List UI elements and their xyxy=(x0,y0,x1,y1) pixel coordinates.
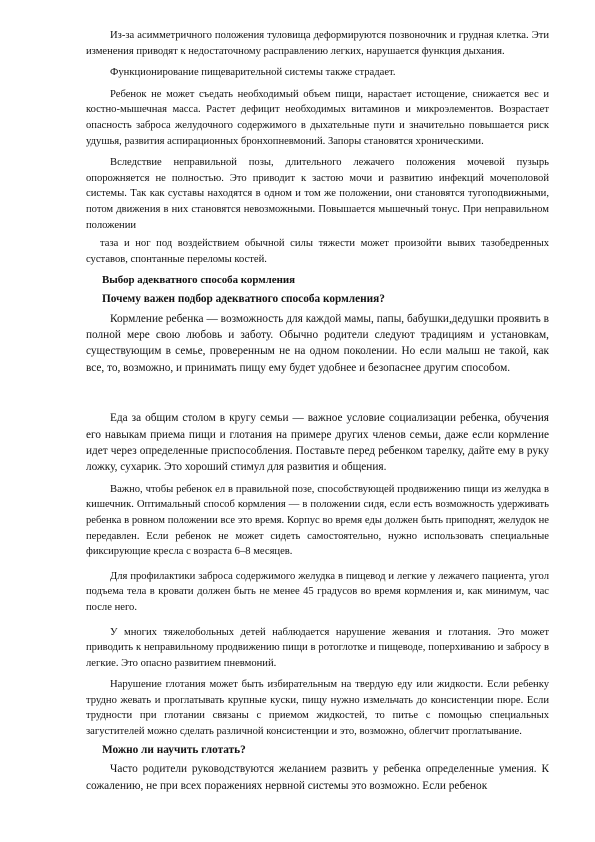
paragraph-deformation: Из-за асимметричного положения туловища деформируются позвоночник и грудная клетка. Эти изменения приводят к недостаточному расправлению легких, нарушается функция дыхания. xyxy=(86,30,549,57)
paragraph-parents-skills: Часто родители руководствуются желанием развить у ребенка определенные умения. К сожалению, не при всех поражениях нервной системы это возможно. Если ребенок xyxy=(86,763,549,792)
paragraph-selective-swallowing: Нарушение глотания может быть избирательным на твердую еду или жидкости. Если ребенку трудно жевать и проглатывать крупные куски, пищу нужно измельчать до консистенции пюре. Если трудности при глотании связаны с приемом жидкостей, то питье с помощью специальных загустителей можно сделать различной консистенции и это, возможно, облегчит проглатывание. xyxy=(86,679,549,738)
paragraph-family-table: Еда за общим столом в кругу семьи — важное условие социализации ребенка, обучения его навыкам приема пищи и глотания на примере других членов семьи, даже если кормление идет через определенные приспособления. Поставьте перед ребенком тарелку, дайте ему в руку ложку, сухарик. Это хороший стимул для развития и общения. xyxy=(86,412,549,474)
heading-learn-swallow: Можно ли научить глотать? xyxy=(102,743,246,756)
paragraph-prevention: Для профилактики заброса содержимого желудка в пищевод и легкие у лежачего пациента, угол подъема тела в кровати должен быть не менее 45 градусов во время кормления и, как минимум, час после него. xyxy=(86,570,549,613)
paragraph-nutrition: Ребенок не может съедать необходимый объем пищи, нарастает истощение, снижается вес и костно-мышечная масса. Растет дефицит необходимых витаминов и микроэлементов. Возрастает опасность заброса желудочного содержимого в дыхательные пути и значительно повышается риск удушья, развития аспирационных бронхопневмоний. Запоры становятся хроническими. xyxy=(86,88,549,147)
paragraph-swallowing-disorder: У многих тяжелобольных детей наблюдается нарушение жевания и глотания. Это может приводить к неправильному продвижению пищи в ротоглотке и пищеводе, поперхиванию и забросу в легкие. Это опасно развитием пневмоний. xyxy=(86,626,549,669)
paragraph-bladder: Вследствие неправильной позы, длительного лежачего положения мочевой пузырь опорожняется не полностью. Это приводит к застою мочи и развитию инфекций мочеполовой системы. Так как суставы находятся в одном и том же положении, они становятся тугоподвижными, потом движения в них становятся невозможными. Повышается мышечный тонус. При неправильном положении xyxy=(86,157,549,231)
heading-feeding-method: Выбор адекватного способа кормления xyxy=(102,274,296,287)
paragraph-pelvis: таза и ног под воздействием обычной силы тяжести может произойти вывих тазобедренных суставов, спонтанные переломы костей. xyxy=(86,238,549,265)
paragraph-digestion: Функционирование пищеварительной системы также страдает. xyxy=(110,67,396,79)
paragraph-posture: Важно, чтобы ребенок ел в правильной позе, способствующей продвижению пищи из желудка в кишечник. Оптимальный способ кормления — в положении сидя, если есть возможность удерживать ребенка в ровном положении все это время. Корпус во время еды должен быть приподнят, желудок не передавлен. Если ребенок не может сидеть самостоятельно, нужно использовать специальные фиксирующие кресла с возраста 6–8 месяцев. xyxy=(86,483,549,558)
paragraph-feeding-love: Кормление ребенка — возможность для каждой мамы, папы, бабушки,дедушки проявить в полной мере свою любовь и заботу. Обычно родители следуют традициям и установкам, существующим в семье, проверенным не на одном поколении. Но если малыш не такой, как все, то, возможно, и принимать пищу ему будет удобнее и безопаснее другим способом. xyxy=(86,312,549,374)
heading-why-feeding-method: Почему важен подбор адекватного способа кормления? xyxy=(102,292,385,305)
